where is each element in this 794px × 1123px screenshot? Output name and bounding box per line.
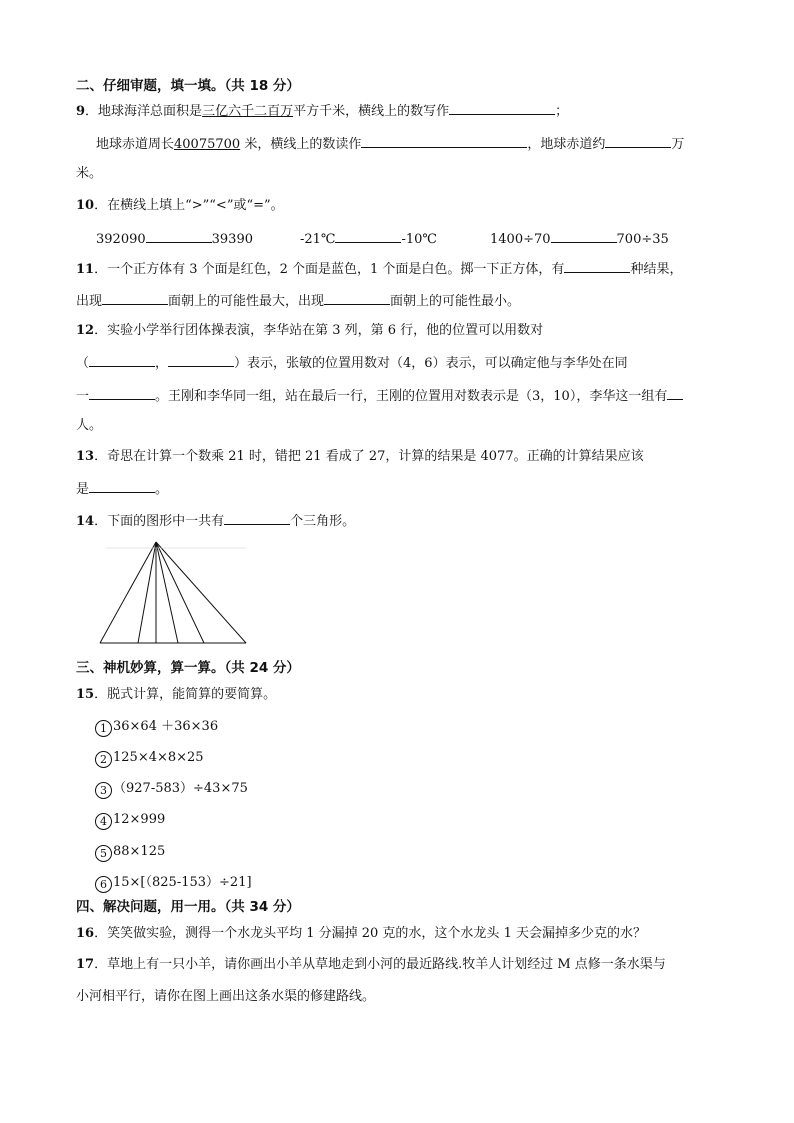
answer-blank[interactable]: [224, 511, 290, 525]
inner-line: [138, 542, 156, 643]
question-11-line-2: 出现 面朝上的可能性最大，出现 面朝上的可能性最小。: [76, 291, 734, 311]
answer-blank[interactable]: [89, 479, 155, 493]
calc-item-2: 2 125×4×8×25: [95, 749, 734, 768]
compare-item-1: 392090 39390: [96, 229, 253, 249]
question-13-line-2: 是 。: [76, 479, 734, 499]
compare-item-3: 1400÷70 700÷35: [490, 229, 669, 249]
section-3-title: 三、神机妙算，算一算。（共 24 分）: [76, 660, 300, 676]
answer-blank[interactable]: [551, 229, 617, 243]
answer-blank[interactable]: [361, 134, 527, 148]
question-9-line-3: 米。: [76, 166, 103, 181]
calc-item-1: 1 36×64 ＋36×36: [95, 718, 734, 737]
question-13: 13．奇思在计算一个数乘 21 时，错把 21 看成了 27，计算的结果是 4077。正确的计算结果应该: [76, 449, 644, 464]
inner-line: [156, 542, 178, 643]
section-2-title: 二、仔细审题，填一填。（共 18 分）: [76, 78, 300, 94]
calc-item-5: 5 88×125: [95, 843, 734, 862]
answer-blank[interactable]: [667, 386, 683, 400]
question-number: 17: [76, 957, 95, 972]
answer-blank[interactable]: [146, 229, 212, 243]
question-number: 11: [76, 262, 95, 277]
answer-blank[interactable]: [102, 291, 168, 305]
question-number: 12: [76, 323, 95, 338]
question-11: 11．一个正方体有 3 个面是红色，2 个面是蓝色，1 个面是白色。掷一下正方体，有 种结果，: [76, 259, 734, 279]
question-17-line-2: 小河相平行，请你在图上画出这条水渠的修建路线。: [76, 989, 376, 1004]
question-17: 17．草地上有一只小羊，请你画出小羊从草地走到小河的最近路线.牧羊人计划经过 M 点修一条水渠与: [76, 957, 666, 972]
question-16: 16．笑笑做实验，测得一个水龙头平均 1 分漏掉 20 克的水，这个水龙头 1 天会漏掉多少克的水？: [76, 926, 646, 941]
answer-blank[interactable]: [89, 353, 155, 367]
question-number: 10: [76, 198, 95, 213]
circled-number: 4: [95, 813, 112, 830]
question-9-line-2: 地球赤道周长40075700 米，横线上的数读作 ，地球赤道约 万: [96, 134, 734, 154]
circled-number: 3: [95, 782, 112, 799]
question-15: 15．脱式计算，能简算的要简算。: [76, 687, 277, 702]
question-12-line-3: 一 。王刚和李华同一组，站在最后一行，王刚的位置用对数表示是（3，10），李华这一组有: [76, 386, 734, 406]
question-12-line-4: 人。: [76, 418, 103, 433]
question-12: 12．实验小学举行团体操表演，李华站在第 3 列，第 6 行，他的位置可以用数对: [76, 323, 544, 338]
circled-number: 6: [95, 876, 112, 893]
question-12-line-2: （ ， ）表示，张敏的位置用数对（4，6）表示，可以确定他与李华处在同: [76, 353, 734, 373]
calc-item-3: 3 （927-583）÷43×75: [95, 780, 734, 799]
answer-blank[interactable]: [564, 259, 630, 273]
triangle-figure: [96, 540, 256, 648]
compare-item-2: -21℃ -10℃: [300, 229, 437, 249]
question-number: 16: [76, 926, 95, 941]
triangle-left-side: [100, 542, 156, 643]
question-number: 9: [76, 104, 86, 119]
calc-item-6: 6 15×[（825-153）÷21]: [95, 874, 734, 893]
question-9: 9．地球海洋总面积是三亿六千二百万平方千米，横线上的数写作 ；: [76, 101, 734, 121]
answer-blank[interactable]: [168, 353, 234, 367]
section-4-title: 四、解决问题，用一用。（共 34 分）: [76, 899, 300, 915]
question-number: 14: [76, 514, 95, 529]
answer-blank[interactable]: [605, 134, 671, 148]
underlined-number-words: 三亿六千二百万: [202, 104, 294, 119]
answer-blank[interactable]: [335, 229, 401, 243]
question-number: 13: [76, 449, 95, 464]
question-10: 10．在横线上填上“>”“<”或“=”。: [76, 198, 284, 213]
circled-number: 5: [95, 845, 112, 862]
answer-blank[interactable]: [89, 386, 155, 400]
circled-number: 1: [95, 720, 112, 737]
answer-blank[interactable]: [449, 101, 555, 115]
circled-number: 2: [95, 751, 112, 768]
answer-blank[interactable]: [324, 291, 390, 305]
question-14: 14．下面的图形中一共有 个三角形。: [76, 511, 734, 531]
triangle-right-side: [156, 542, 246, 643]
question-number: 15: [76, 687, 95, 702]
calc-item-4: 4 12×999: [95, 811, 734, 830]
underlined-number: 40075700: [174, 137, 241, 152]
inner-line: [156, 542, 204, 643]
